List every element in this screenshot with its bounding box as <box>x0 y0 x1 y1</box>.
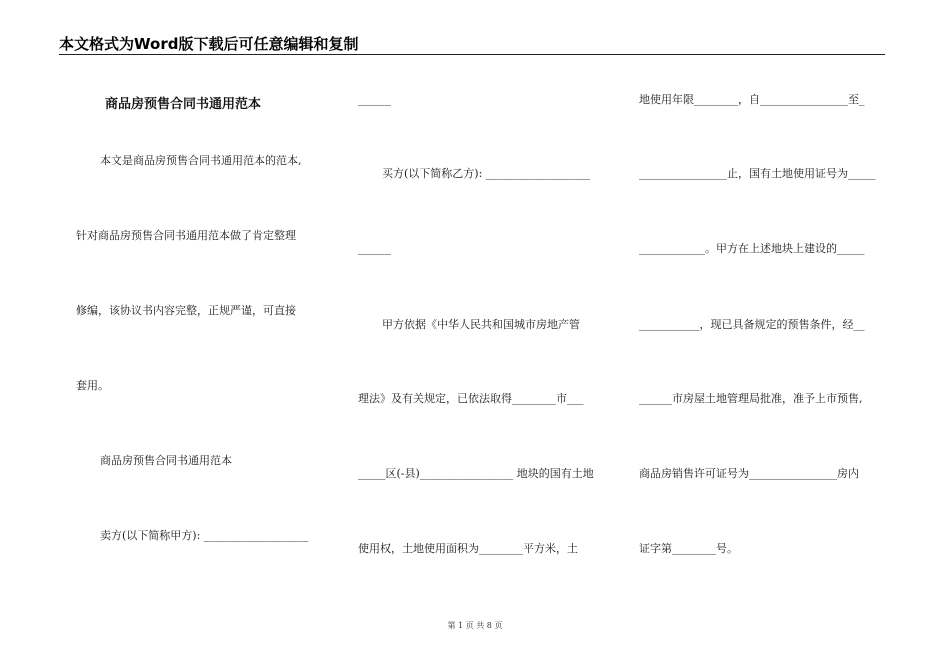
col2-line-1: ______ <box>358 93 391 106</box>
col2-line-2: 买方(以下简称乙方): ___________________ <box>382 167 591 180</box>
col2-line-3: ______ <box>358 242 391 255</box>
col1-line-4: 套用。 <box>76 379 109 392</box>
document-title: 商品房预售合同书通用范本 <box>105 97 262 112</box>
col1-line-1: 本文是商品房预售合同书通用范本的范本, <box>100 154 302 167</box>
col3-line-4: ___________，现已具备规定的预售条件，经__ <box>639 318 865 331</box>
col3-line-3: ____________。甲方在上述地块上建设的_____ <box>639 242 865 255</box>
col1-line-5: 商品房预售合同书通用范本 <box>100 454 232 467</box>
col2-line-4: 甲方依据《中华人民共和国城市房地产管 <box>382 318 580 331</box>
col3-line-5: ______市房屋土地管理局批准，准予上市预售, <box>639 392 863 405</box>
col2-line-6: _____区(-县)_________________ 地块的国有土地 <box>358 467 594 480</box>
col2-line-7: 使用权，土地使用面积为________平方米，土 <box>358 542 578 555</box>
col1-line-6: 卖方(以下简称甲方): ___________________ <box>100 529 309 542</box>
page-header <box>59 34 885 55</box>
header-text: 本文格式为Word版下载后可任意编辑和复制 <box>59 35 359 53</box>
col3-line-7: 证字第________号。 <box>639 542 738 555</box>
col2-line-5: 理法》及有关规定，已依法取得________市___ <box>358 392 584 405</box>
col3-line-1: 地使用年限________，自________________至_ <box>639 93 865 106</box>
col1-line-3: 修编，该协议书内容完整，正规严谨，可直接 <box>76 304 296 317</box>
page-number: 第 1 页 共 8 页 <box>447 621 503 630</box>
col3-line-2: ________________止，国有土地使用证号为_____ <box>639 167 876 180</box>
col1-line-2: 针对商品房预售合同书通用范本做了肯定整理 <box>76 229 296 242</box>
col3-line-6: 商品房销售许可证号为________________房内 <box>639 467 859 480</box>
